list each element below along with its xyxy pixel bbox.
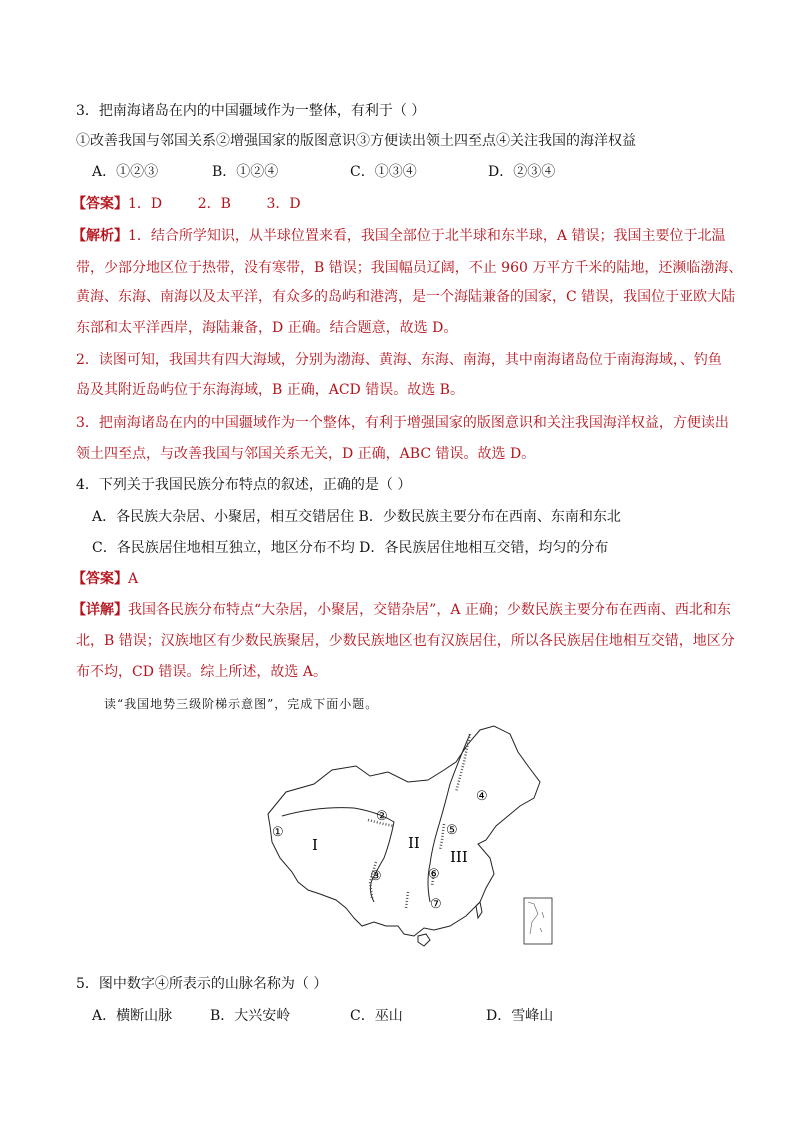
q5-stem: 5．图中数字④所表示的山脉名称为（ ） bbox=[76, 976, 328, 992]
q5-options bbox=[92, 1006, 553, 1026]
q3-option-a: A．①②③ bbox=[92, 164, 159, 180]
q3-options bbox=[92, 162, 555, 182]
q4-stem: 4．下列关于我国民族分布特点的叙述，正确的是（ ） bbox=[76, 477, 412, 493]
q5-option-c: C．巫山 bbox=[350, 1008, 403, 1024]
step-label-3: III bbox=[450, 848, 468, 866]
china-outline bbox=[268, 726, 540, 936]
answer-row bbox=[72, 194, 301, 214]
step-label-2: II bbox=[408, 834, 420, 852]
analysis-line-6: 岛及其附近岛屿位于东海海域，B 正确，ACD 错误。故选 B。 bbox=[76, 382, 464, 398]
q4-answer-tag: 【答案】 bbox=[72, 571, 128, 587]
q5-option-a: A．横断山脉 bbox=[92, 1008, 173, 1024]
analysis-line-7: 3．把南海诸岛在内的中国疆域作为一个整体，有利于增强国家的版图意识和关注我国海洋权益，方便读出 bbox=[76, 415, 729, 431]
q4-options-row1: A．各民族大杂居、小聚居，相互交错居住 B．少数民族主要分布在西南、东南和东北 bbox=[92, 509, 621, 525]
analysis-line-2: 带，少部分地区位于热带，没有寒带，B 错误；我国幅员辽阔，不止 960 万平方千米的陆地，还濒临渤海、 bbox=[76, 260, 743, 276]
q4-detail-line-1: 【详解】我国各民族分布特点“大杂居，小聚居，交错杂居”，A 正确；少数民族主要分布在西南、西北和东 bbox=[72, 602, 731, 618]
q4-detail-line-2: 北，B 错误；汉族地区有少数民族聚居，少数民族地区也有汉族居住，所以各民族居住地相互交错，地区分 bbox=[76, 633, 735, 649]
analysis-line-8: 领土四至点，与改善我国与邻国关系无关，D 正确，ABC 错误。故选 D。 bbox=[76, 446, 536, 462]
map-label-5: ⑤ bbox=[446, 823, 458, 838]
south-china-sea-inset bbox=[524, 898, 552, 944]
taiwan-island bbox=[476, 902, 482, 918]
analysis-tag: 【解析】 bbox=[72, 228, 128, 244]
answer-text: 1．D 2．B 3．D bbox=[128, 196, 301, 212]
q4-answer-text: A bbox=[128, 571, 139, 587]
figure-caption: 读“我国地势三级阶梯示意图”，完成下面小题。 bbox=[104, 697, 379, 711]
mountain-range-5 bbox=[440, 824, 444, 850]
analysis-line-5: 2．读图可知，我国共有四大海域，分别为渤海、黄海、东海、南海，其中南海诸岛位于南海海域，、钓鱼 bbox=[76, 352, 722, 368]
map-label-6: ⑥ bbox=[428, 867, 440, 882]
q5-option-d: D．雪峰山 bbox=[486, 1008, 554, 1024]
map-label-1: ① bbox=[272, 825, 284, 840]
q3-option-d: D．②③④ bbox=[488, 164, 556, 180]
q4-detail-tag: 【详解】 bbox=[72, 602, 128, 618]
q5-option-b: B．大兴安岭 bbox=[210, 1008, 291, 1024]
terrain-steps-map bbox=[258, 722, 558, 957]
q4-options-row2: C．各民族居住地相互独立，地区分布不均 D．各民族居住地相互交错，均匀的分布 bbox=[92, 540, 609, 556]
step-label-1: I bbox=[312, 836, 318, 854]
q3-stem: 3．把南海诸岛在内的中国疆域作为一整体，有利于（ ） bbox=[76, 103, 426, 119]
q3-option-b: B．①②④ bbox=[212, 164, 279, 180]
mountain-range-7 bbox=[406, 892, 408, 908]
q4-detail-line-3: 布不均，CD 错误。综上所述，故选 A。 bbox=[76, 664, 327, 680]
map-label-2: ② bbox=[376, 809, 388, 824]
analysis-line-4: 东部和太平洋西岸，海陆兼备，D 正确。结合题意，故选 D。 bbox=[76, 320, 458, 336]
hainan-island bbox=[418, 934, 430, 946]
q3-option-c: C．①③④ bbox=[350, 164, 417, 180]
q4-answer-row bbox=[72, 569, 138, 589]
map-label-3: ③ bbox=[370, 869, 382, 884]
analysis-line-1: 【解析】1．结合所学知识，从半球位置来看，我国全部位于北半球和东半球，A 错误；我国主要位于北温 bbox=[72, 228, 726, 244]
q3-statements: ①改善我国与邻国关系②增强国家的版图意识③方便读出领土四至点④关注我国的海洋权益 bbox=[76, 133, 636, 149]
map-label-4: ④ bbox=[476, 789, 488, 804]
map-label-7: ⑦ bbox=[430, 897, 442, 912]
answer-tag: 【答案】 bbox=[72, 196, 128, 212]
analysis-line-3: 黄海、东海、南海以及太平洋，有众多的岛屿和港湾，是一个海陆兼备的国家，C 错误，我国位于亚欧大陆 bbox=[76, 289, 736, 305]
